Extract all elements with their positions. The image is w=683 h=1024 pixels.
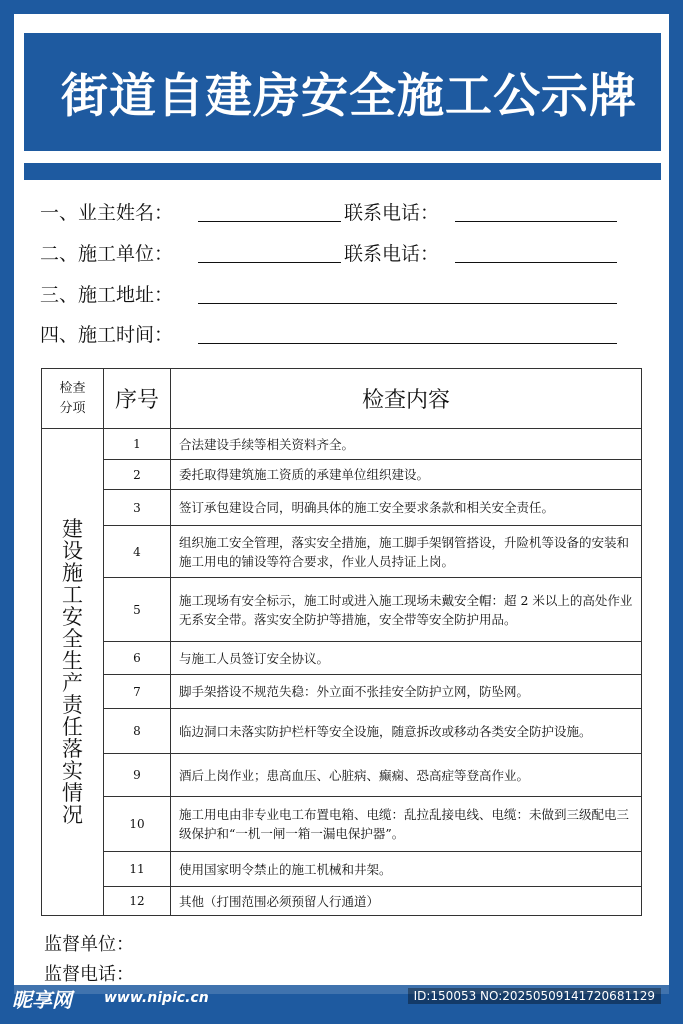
- owner-phone-line: [455, 221, 617, 222]
- table-row: [42, 490, 642, 526]
- row-number: 6: [104, 642, 171, 675]
- table-row: [42, 852, 642, 887]
- category-char: 责: [62, 693, 83, 717]
- row-number: 4: [104, 526, 171, 578]
- row-content: 使用国家明令禁止的施工机械和井架。: [171, 852, 642, 887]
- category-char: 任: [62, 715, 83, 739]
- category-char: 实: [62, 759, 83, 783]
- unit-phone-line: [455, 262, 617, 263]
- row-content: 合法建设手续等相关资料齐全。: [171, 429, 642, 460]
- header-content: 检查内容: [171, 369, 642, 429]
- row-number: 10: [104, 797, 171, 852]
- category-char: 工: [62, 583, 83, 607]
- watermark-site: www.nipic.cn: [104, 990, 209, 1006]
- construction-time-label: 四、施工时间：: [40, 323, 174, 346]
- table-row: [42, 754, 642, 797]
- row-content: 与施工人员签订安全协议。: [171, 642, 642, 675]
- supervisor-phone-label: 监督电话：: [44, 964, 134, 985]
- construction-time-line: [198, 343, 617, 344]
- header-category: [42, 369, 104, 429]
- table-row: [42, 797, 642, 852]
- header-category-line1: 检查: [59, 380, 86, 396]
- row-number: 2: [104, 460, 171, 490]
- row-content: 组织施工安全管理，落实安全措施，施工脚手架钢管搭设，升险机等设备的安装和施工用电的铺设等符合要求，作业人员持证上岗。: [171, 526, 642, 578]
- table-row: [42, 429, 642, 460]
- category-name: [42, 518, 103, 826]
- construction-unit-line: [198, 262, 341, 263]
- row-number: 5: [104, 578, 171, 642]
- category-char: 落: [62, 737, 83, 761]
- table-row: [42, 675, 642, 709]
- category-char: 况: [62, 803, 83, 827]
- category-char: 产: [62, 671, 83, 695]
- title-stripe: [24, 163, 661, 180]
- row-number: 9: [104, 754, 171, 797]
- supervisor-unit-label: 监督单位：: [44, 934, 134, 955]
- row-number: 1: [104, 429, 171, 460]
- category-cell: [42, 429, 104, 916]
- header-category-line2: 分项: [59, 400, 86, 416]
- table-row: [42, 578, 642, 642]
- row-number: 8: [104, 709, 171, 754]
- header-number: 序号: [104, 369, 171, 429]
- row-number: 12: [104, 887, 171, 916]
- row-content: 委托取得建筑施工资质的承建单位组织建设。: [171, 460, 642, 490]
- construction-address-label: 三、施工地址：: [40, 283, 174, 306]
- row-content: 施工用电由非专业电工布置电箱、电缆：乱拉乱接电线、电缆：未做到三级配电三级保护和“一机一闸一箱一漏电保护器”。: [171, 797, 642, 852]
- row-content: 其他（打围范围必须预留人行通道）: [171, 887, 642, 916]
- owner-name-label: 一、业主姓名：: [40, 201, 174, 224]
- row-content: 施工现场有安全标示，施工时或进入施工现场未戴安全帽：超 2 米以上的高处作业无系安全带。落实安全防护等措施，安全带等安全防护用品。: [171, 578, 642, 642]
- construction-unit-label: 二、施工单位：: [40, 242, 174, 265]
- row-number: 11: [104, 852, 171, 887]
- row-number: 7: [104, 675, 171, 709]
- watermark-logo: 昵享网: [12, 988, 72, 1012]
- board-title: 街道自建房安全施工公示牌: [61, 68, 637, 124]
- category-char: 生: [62, 649, 83, 673]
- owner-phone-label: 联系电话：: [344, 201, 440, 224]
- category-char: 全: [62, 627, 83, 651]
- category-char: 安: [62, 605, 83, 629]
- table-row: [42, 709, 642, 754]
- table-row: [42, 526, 642, 578]
- row-content: 签订承包建设合同，明确具体的施工安全要求条款和相关安全责任。: [171, 490, 642, 526]
- category-char: 设: [62, 539, 83, 563]
- table-header-row: [42, 369, 642, 429]
- category-char: 施: [62, 561, 83, 585]
- category-char: 建: [62, 517, 83, 541]
- owner-name-line: [198, 221, 341, 222]
- row-content: 临边洞口未落实防护栏杆等安全设施，随意拆改或移动各类安全防护设施。: [171, 709, 642, 754]
- table-row: [42, 642, 642, 675]
- row-number: 3: [104, 490, 171, 526]
- unit-phone-label: 联系电话：: [344, 242, 440, 265]
- row-content: 脚手架搭设不规范失稳：外立面不张挂安全防护立网，防坠网。: [171, 675, 642, 709]
- table-row: [42, 887, 642, 916]
- row-content: 酒后上岗作业；患高血压、心脏病、癫痫、恐高症等登高作业。: [171, 754, 642, 797]
- title-band: [24, 33, 661, 151]
- construction-address-line: [198, 303, 617, 304]
- watermark-id: ID:150053 NO:20250509141720681129: [408, 988, 661, 1004]
- category-char: 情: [62, 781, 83, 805]
- inspection-table: [41, 368, 642, 916]
- table-row: [42, 460, 642, 490]
